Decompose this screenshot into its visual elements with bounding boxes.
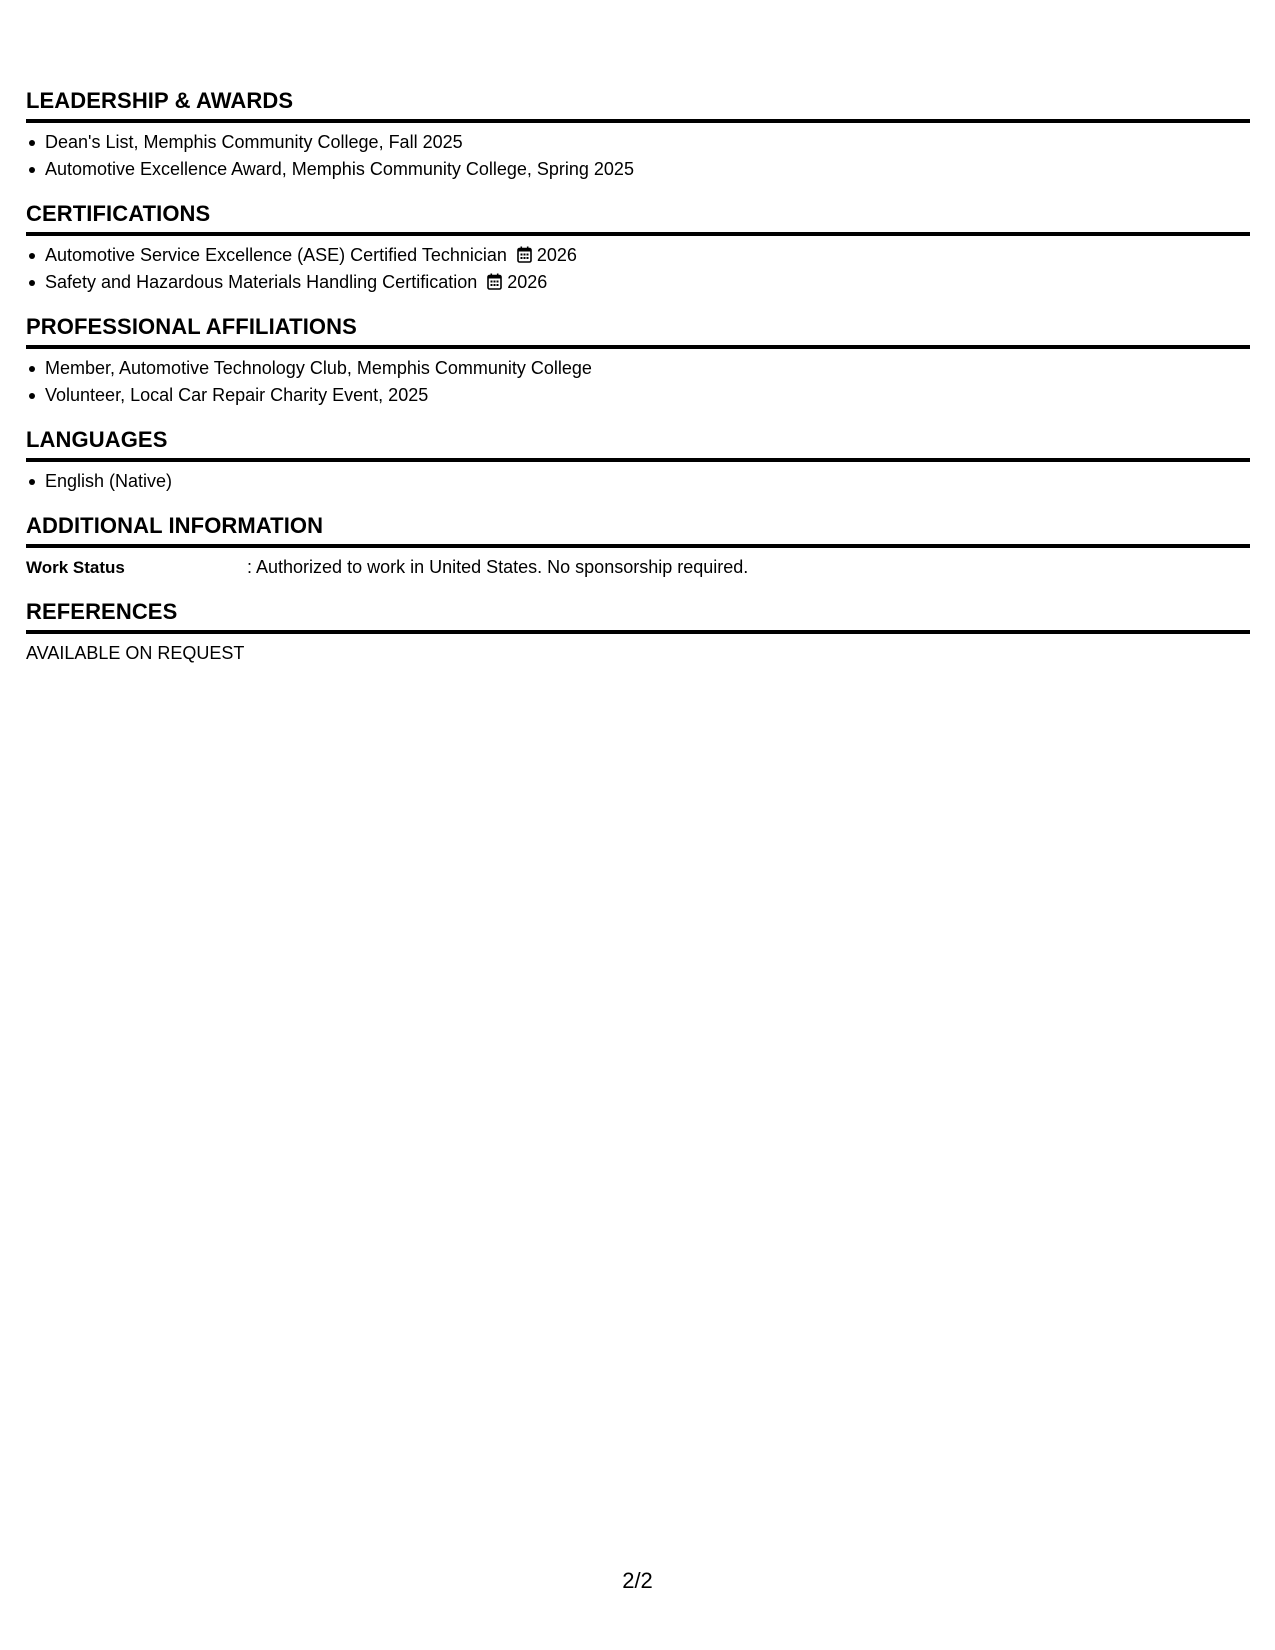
leadership-awards-section [26, 88, 1250, 183]
list-item [26, 156, 1250, 183]
bullet-icon [29, 366, 35, 372]
affiliation-text: Member, Automotive Technology Club, Memphis Community College [45, 358, 592, 378]
references-text: AVAILABLE ON REQUEST [26, 643, 245, 663]
certification-name: Automotive Service Excellence (ASE) Certified Technician [45, 245, 507, 265]
work-status-row [26, 554, 1250, 581]
certifications-section [26, 201, 1250, 296]
languages-section [26, 427, 1250, 495]
references-section [26, 599, 1250, 667]
calendar-icon [487, 273, 502, 290]
section-title: LEADERSHIP & AWARDS [26, 88, 1250, 123]
list-item [26, 382, 1250, 409]
award-text: Automotive Excellence Award, Memphis Community College, Spring 2025 [45, 159, 634, 179]
list-item [26, 129, 1250, 156]
languages-list [26, 468, 1250, 495]
bullet-icon [29, 167, 35, 173]
list-item [26, 468, 1250, 495]
affiliations-list [26, 355, 1250, 409]
list-item [26, 269, 1250, 296]
section-title: REFERENCES [26, 599, 1250, 634]
bullet-icon [29, 140, 35, 146]
page-number: 2/2 [622, 1568, 653, 1593]
list-item [26, 355, 1250, 382]
bullet-icon [29, 280, 35, 286]
calendar-icon [517, 246, 532, 263]
section-title: ADDITIONAL INFORMATION [26, 513, 1250, 548]
list-item [26, 242, 1250, 269]
work-status-value: : Authorized to work in United States. No sponsorship required. [247, 557, 749, 577]
language-text: English (Native) [45, 471, 173, 491]
affiliation-text: Volunteer, Local Car Repair Charity Event, 2025 [45, 385, 429, 405]
resume-page [26, 88, 1250, 685]
certification-year: 2026 [536, 245, 577, 265]
bullet-icon [29, 253, 35, 259]
additional-information-section [26, 513, 1250, 581]
section-title: CERTIFICATIONS [26, 201, 1250, 236]
professional-affiliations-section [26, 314, 1250, 409]
bullet-icon [29, 479, 35, 485]
section-title: LANGUAGES [26, 427, 1250, 462]
work-status-label: Work Status [26, 558, 125, 577]
section-title: PROFESSIONAL AFFILIATIONS [26, 314, 1250, 349]
certification-name: Safety and Hazardous Materials Handling Certification [45, 272, 478, 292]
certifications-list [26, 242, 1250, 296]
awards-list [26, 129, 1250, 183]
bullet-icon [29, 393, 35, 399]
award-text: Dean's List, Memphis Community College, Fall 2025 [45, 132, 463, 152]
certification-year: 2026 [507, 272, 548, 292]
